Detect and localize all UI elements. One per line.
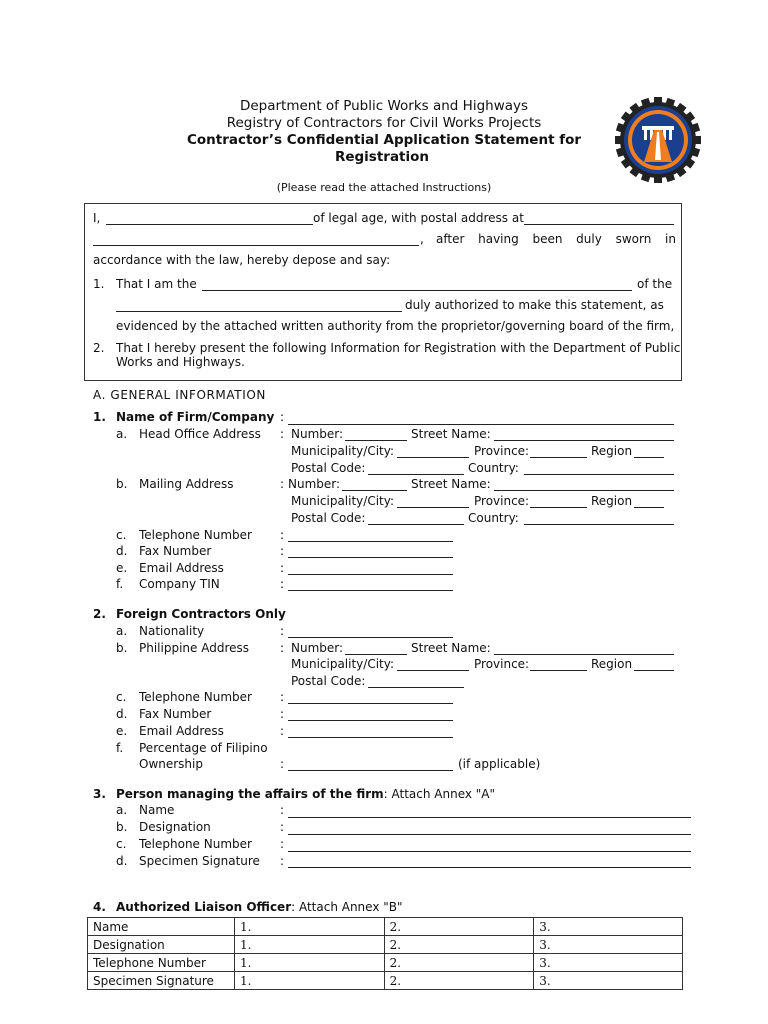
table-cell[interactable]: 2. — [384, 918, 534, 936]
head-office-label: Head Office Address — [139, 427, 261, 441]
province-label: Province: — [474, 444, 530, 458]
manager-telephone-field[interactable] — [288, 851, 691, 852]
dpwh-seal-logo — [614, 96, 702, 184]
fc-email-field[interactable] — [288, 737, 453, 738]
fax-label: Fax Number — [139, 544, 212, 558]
decl-item2-num: 2. — [93, 341, 105, 355]
telephone-field[interactable] — [288, 541, 453, 542]
manager-signature-label: Specimen Signature — [139, 854, 260, 868]
table-row — [88, 936, 683, 954]
fc-email-label: Email Address — [139, 724, 224, 738]
table-cell[interactable]: 3. — [534, 972, 683, 990]
manager-designation-letter: b. — [116, 820, 128, 834]
decl-item1-text-d: evidenced by the attached written authority from the proprietor/governing board of the firm, — [116, 319, 675, 333]
manager-telephone-letter: c. — [116, 837, 127, 851]
colon: : — [280, 690, 285, 704]
colon: : — [280, 820, 285, 834]
postal-address-line-1[interactable] — [524, 224, 674, 225]
fc-fax-field[interactable] — [288, 720, 453, 721]
fc-fax-label: Fax Number — [139, 707, 212, 721]
decl-legal-age: of legal age, with postal address at — [313, 211, 524, 225]
mailing-label: Mailing Address — [139, 477, 234, 491]
mailing-province-field[interactable] — [530, 507, 587, 508]
country-label: Country: — [468, 511, 519, 525]
colon: : — [280, 803, 285, 817]
head-office-province-field[interactable] — [530, 457, 587, 458]
decl-i: I, — [93, 211, 101, 225]
fc-fax-letter: d. — [116, 707, 128, 721]
mailing-postal-field[interactable] — [368, 524, 464, 525]
header-registry: Registry of Contractors for Civil Works Projects — [226, 115, 542, 131]
head-office-municipality-field[interactable] — [397, 457, 469, 458]
manager-designation-field[interactable] — [288, 834, 691, 835]
colon: : — [280, 577, 285, 591]
head-office-number-field[interactable] — [345, 440, 407, 441]
ph-address-letter: b. — [116, 641, 128, 655]
mailing-country-field[interactable] — [524, 524, 674, 525]
street-label: Street Name: — [411, 641, 491, 655]
colon: : — [280, 528, 285, 542]
head-office-country-field[interactable] — [524, 474, 674, 475]
colon: : — [280, 624, 285, 638]
head-office-region-field[interactable] — [634, 457, 664, 458]
tin-label: Company TIN — [139, 577, 220, 591]
municipality-label: Municipality/City: — [291, 494, 395, 508]
decl-item1-text-a: That I am the — [116, 277, 197, 291]
s3-title: Person managing the affairs of the firm — [116, 787, 384, 801]
table-cell[interactable]: 2. — [384, 936, 534, 954]
street-label: Street Name: — [411, 427, 491, 441]
firm-name-field[interactable] — [288, 424, 674, 425]
telephone-letter: c. — [116, 528, 127, 542]
s4-annex-note: : Attach Annex "B" — [291, 900, 403, 914]
email-label: Email Address — [139, 561, 224, 575]
pct-label-1: Percentage of Filipino — [139, 741, 268, 755]
decl-item1-text-c: duly authorized to make this statement, as — [405, 298, 664, 312]
table-cell[interactable]: 1. — [234, 936, 384, 954]
decl-item2-text-b: Works and Highways. — [116, 355, 245, 369]
nationality-label: Nationality — [139, 624, 205, 638]
instructions-note: (Please read the attached Instructions) — [276, 181, 492, 194]
pct-label-2: Ownership — [139, 757, 203, 771]
table-row — [88, 954, 683, 972]
decl-comma: , — [420, 232, 424, 246]
s1-num: 1. — [93, 410, 106, 424]
fax-field[interactable] — [288, 557, 453, 558]
region-label: Region — [591, 494, 633, 508]
street-label: Street Name: — [411, 477, 491, 491]
telephone-label: Telephone Number — [139, 528, 252, 542]
s2-num: 2. — [93, 607, 106, 621]
table-cell[interactable]: 1. — [234, 972, 384, 990]
row-label: Telephone Number — [88, 954, 235, 972]
decl-item1-num: 1. — [93, 277, 105, 291]
postal-label: Postal Code: — [291, 674, 366, 688]
email-field[interactable] — [288, 574, 453, 575]
filipino-ownership-field[interactable] — [288, 770, 453, 771]
table-cell[interactable]: 2. — [384, 972, 534, 990]
ph-region-field[interactable] — [634, 670, 674, 671]
colon: : — [280, 410, 285, 424]
fax-letter: d. — [116, 544, 128, 558]
row-label: Specimen Signature — [88, 972, 235, 990]
number-label: Number: — [291, 427, 344, 441]
declarant-name-line[interactable] — [106, 224, 313, 225]
decl-item1-text-b: of the — [637, 277, 673, 291]
fc-email-letter: e. — [116, 724, 128, 738]
fc-telephone-field[interactable] — [288, 703, 453, 704]
table-cell[interactable]: 3. — [534, 918, 683, 936]
colon: : — [280, 757, 285, 771]
table-cell[interactable]: 1. — [234, 954, 384, 972]
mailing-letter: b. — [116, 477, 128, 491]
province-label: Province: — [474, 657, 530, 671]
form-title-line2: Registration — [334, 149, 430, 165]
ph-province-field[interactable] — [530, 670, 587, 671]
colon: : — [280, 561, 285, 575]
row-label: Designation — [88, 936, 235, 954]
ph-street-field[interactable] — [494, 654, 674, 655]
number-label: Number: — [291, 641, 344, 655]
fc-telephone-letter: c. — [116, 690, 127, 704]
manager-designation-label: Designation — [139, 820, 211, 834]
municipality-label: Municipality/City: — [291, 444, 395, 458]
s4-heading — [116, 900, 403, 914]
s3-num: 3. — [93, 787, 106, 801]
colon: : — [280, 854, 285, 868]
head-office-street-field[interactable] — [494, 440, 674, 441]
table-row — [88, 918, 683, 936]
colon: : — [280, 837, 285, 851]
fc-telephone-label: Telephone Number — [139, 690, 252, 704]
ph-number-field[interactable] — [345, 654, 407, 655]
postal-address-line-2[interactable] — [93, 245, 419, 246]
row-label: Name — [88, 918, 235, 936]
form-title-line1: Contractor’s Confidential Application Statement for — [186, 132, 582, 148]
position-line[interactable] — [202, 290, 632, 291]
mailing-municipality-field[interactable] — [397, 507, 469, 508]
mailing-street-field[interactable] — [494, 490, 674, 491]
table-cell[interactable]: 3. — [534, 954, 683, 972]
gear-seal-icon — [614, 96, 702, 184]
ph-municipality-field[interactable] — [397, 670, 469, 671]
number-label: Number: — [288, 477, 341, 491]
colon: : — [280, 707, 285, 721]
postal-label: Postal Code: — [291, 511, 366, 525]
colon: : — [280, 544, 285, 558]
tin-field[interactable] — [288, 590, 453, 591]
head-office-letter: a. — [116, 427, 128, 441]
head-office-postal-field[interactable] — [368, 474, 464, 475]
s1-title: Name of Firm/Company — [116, 410, 275, 424]
colon: : — [280, 641, 285, 655]
s4-title: Authorized Liaison Officer — [116, 900, 292, 914]
s4-num: 4. — [93, 900, 106, 914]
s3-annex-note: : Attach Annex "A" — [383, 787, 496, 801]
email-letter: e. — [116, 561, 128, 575]
table-cell[interactable]: 3. — [534, 936, 683, 954]
mailing-number-field[interactable] — [342, 490, 407, 491]
municipality-label: Municipality/City: — [291, 657, 395, 671]
region-label: Region — [591, 657, 633, 671]
colon: : — [280, 427, 285, 441]
colon: : — [280, 724, 285, 738]
liaison-officer-table — [87, 917, 683, 990]
decl-sworn-text: after having been duly sworn in — [436, 232, 676, 246]
colon: : — [280, 477, 285, 491]
tin-letter: f. — [116, 577, 124, 591]
ph-postal-field[interactable] — [368, 687, 464, 688]
table-cell[interactable]: 2. — [384, 954, 534, 972]
decl-accordance: accordance with the law, hereby depose and say: — [93, 253, 391, 267]
s2-title: Foreign Contractors Only — [116, 607, 286, 621]
nationality-letter: a. — [116, 624, 128, 638]
country-label: Country: — [468, 461, 519, 475]
nationality-field[interactable] — [288, 637, 453, 638]
header-agency: Department of Public Works and Highways — [239, 98, 529, 114]
firm-name-line[interactable] — [116, 311, 402, 312]
manager-signature-letter: d. — [116, 854, 128, 868]
table-row — [88, 972, 683, 990]
ph-address-label: Philippine Address — [139, 641, 250, 655]
manager-signature-field[interactable] — [288, 867, 691, 868]
province-label: Province: — [474, 494, 530, 508]
postal-label: Postal Code: — [291, 461, 366, 475]
table-cell[interactable]: 1. — [234, 918, 384, 936]
mailing-region-field[interactable] — [634, 507, 664, 508]
manager-name-field[interactable] — [288, 817, 691, 818]
if-applicable-note: (if applicable) — [458, 757, 541, 771]
manager-telephone-label: Telephone Number — [139, 837, 252, 851]
decl-item2-text-a: That I hereby present the following Information for Registration with the Department of Public — [116, 341, 681, 355]
section-a-title: A. GENERAL INFORMATION — [93, 388, 266, 402]
manager-name-letter: a. — [116, 803, 128, 817]
pct-letter: f. — [116, 741, 124, 755]
s3-heading — [116, 787, 495, 801]
manager-name-label: Name — [139, 803, 175, 817]
region-label: Region — [591, 444, 633, 458]
